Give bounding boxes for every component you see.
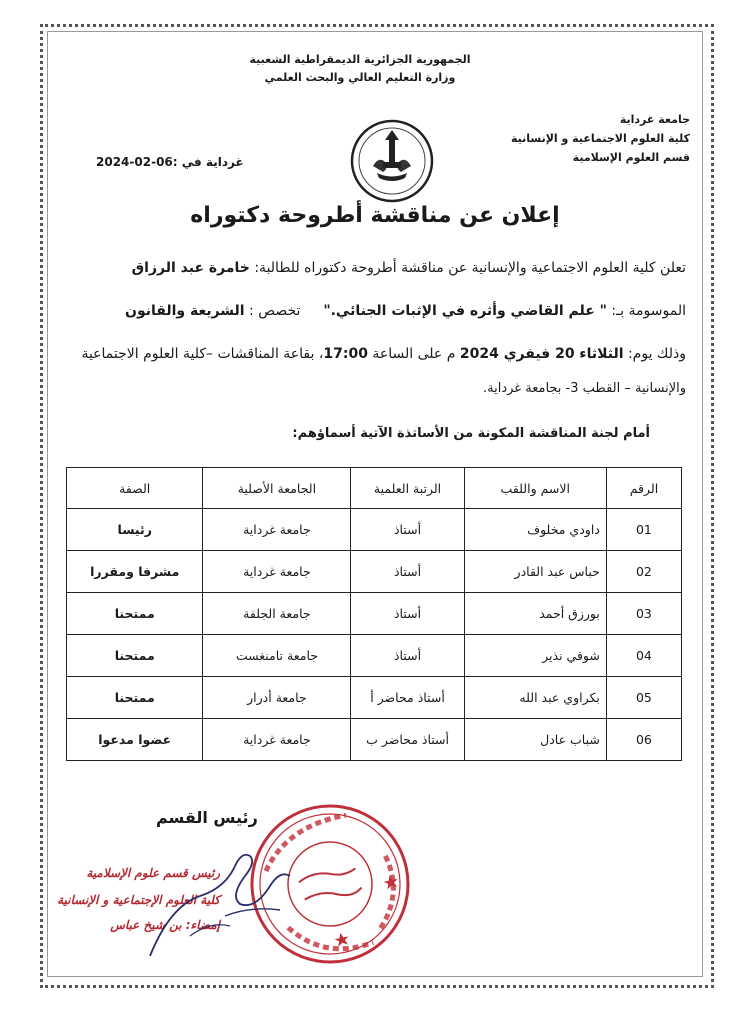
cell-name: شوقي نذير: [464, 635, 606, 677]
cell-name: حباس عبد القادر: [464, 551, 606, 593]
announcement-text: تعلن كلية العلوم الاجتماعية والإنسانية عن مناقشة أطروحة دكتوراه للطالبة:: [249, 260, 686, 276]
col-number: الرقم: [606, 468, 681, 509]
date-label: وذلك يوم:: [623, 346, 686, 362]
table-header-row: [67, 468, 682, 509]
department-name: قسم العلوم الإسلامية: [572, 151, 690, 164]
stamp-line-3: إمضاء: بن شيخ عباس: [110, 918, 220, 932]
university-logo-icon: [349, 118, 435, 204]
table-row: [67, 719, 682, 761]
announcement-line-1: [132, 260, 686, 276]
cell-role: عضوا مدعوا: [67, 719, 203, 761]
cell-number: 04: [606, 635, 681, 677]
announcement-line-4: والإنسانية – القطب 3- بجامعة غرداية.: [483, 381, 686, 396]
university-name: جامعة غرداية: [619, 113, 690, 126]
announcement-line-2: [323, 303, 686, 319]
col-role: الصفة: [67, 468, 203, 509]
table-row: [67, 509, 682, 551]
cell-rank: أستاذ: [351, 509, 464, 551]
defense-time: 17:00: [323, 346, 368, 362]
time-label: م على الساعة: [367, 346, 460, 362]
cell-rank: أستاذ محاضر أ: [351, 677, 464, 719]
col-name: الاسم واللقب: [464, 468, 606, 509]
cell-role: ممتحنا: [67, 635, 203, 677]
ministry-header: وزارة التعليم العالي والبحث العلمي: [264, 71, 456, 84]
cell-university: جامعة تامنغست: [203, 635, 351, 677]
faculty-name: كلية العلوم الاجتماعية و الإنسانية: [510, 132, 690, 145]
cell-university: جامعة أدرار: [203, 677, 351, 719]
student-name: خامرة عبد الرزاق: [131, 260, 250, 276]
cell-number: 06: [606, 719, 681, 761]
thesis-title: " علم القاضي وأثره في الإثبات الجنائي.": [323, 303, 607, 319]
cell-number: 02: [606, 551, 681, 593]
cell-name: بكراوي عبد الله: [464, 677, 606, 719]
cell-rank: أستاذ محاضر ب: [351, 719, 464, 761]
cell-role: ممتحنا: [67, 677, 203, 719]
cell-rank: أستاذ: [351, 635, 464, 677]
cell-name: شباب عادل: [464, 719, 606, 761]
document-date: غرداية في :06-02-2024: [96, 155, 244, 169]
col-rank: الرتبة العلمية: [351, 468, 464, 509]
thesis-label: الموسومة بـ:: [606, 303, 686, 319]
table-row: [67, 551, 682, 593]
stamp-line-2: كلية العلوم الإجتماعية و الإنسانية: [57, 893, 220, 907]
jury-table: [66, 467, 682, 761]
committee-intro: أمام لجنة المناقشة المكونة من الأساتذة الآتية أسماؤهم:: [292, 426, 650, 441]
department-head-title: رئيس القسم: [156, 808, 258, 827]
announcement-line-3: [81, 346, 686, 362]
table-row: [67, 677, 682, 719]
venue-text: ، بقاعة المناقشات –كلية العلوم الاجتماعية: [81, 346, 324, 362]
specialty-value: الشريعة والقانون: [125, 303, 245, 319]
cell-role: مشرفا ومقررا: [67, 551, 203, 593]
cell-number: 05: [606, 677, 681, 719]
cell-university: جامعة غرداية: [203, 719, 351, 761]
page-title: إعلان عن مناقشة أطروحة دكتوراه: [190, 203, 560, 228]
cell-rank: أستاذ: [351, 551, 464, 593]
col-university: الجامعة الأصلية: [203, 468, 351, 509]
specialty: [125, 303, 300, 319]
cell-university: جامعة غرداية: [203, 551, 351, 593]
table-row: [67, 635, 682, 677]
cell-role: رئيسا: [67, 509, 203, 551]
signature-icon: [130, 826, 310, 966]
republic-header: الجمهورية الجزائرية الديمقراطية الشعبية: [249, 53, 471, 66]
cell-name: بورزق أحمد: [464, 593, 606, 635]
table-row: [67, 593, 682, 635]
cell-university: جامعة الجلفة: [203, 593, 351, 635]
cell-rank: أستاذ: [351, 593, 464, 635]
cell-number: 03: [606, 593, 681, 635]
defense-date: الثلاثاء 20 فيفري 2024: [459, 346, 624, 362]
cell-name: داودي مخلوف: [464, 509, 606, 551]
cell-role: ممتحنا: [67, 593, 203, 635]
cell-university: جامعة غرداية: [203, 509, 351, 551]
cell-number: 01: [606, 509, 681, 551]
specialty-label: تخصص :: [244, 303, 301, 319]
stamp-line-1: رئيس قسم علوم الإسلامية: [86, 866, 220, 880]
